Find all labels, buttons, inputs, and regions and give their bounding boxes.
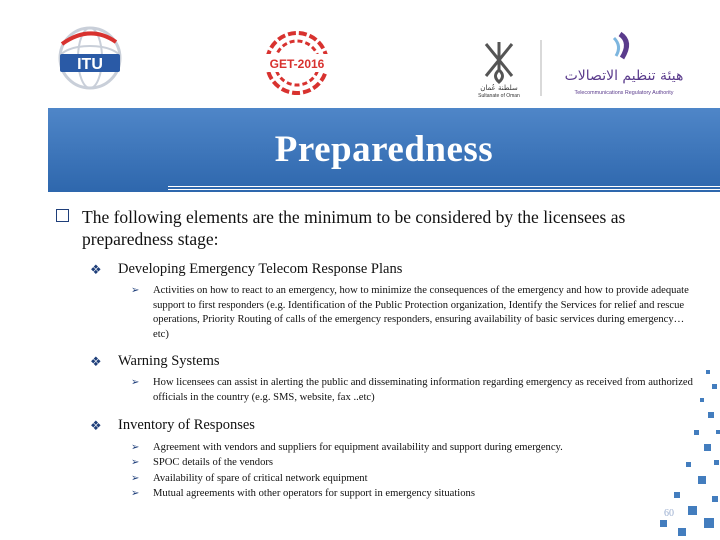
arrow-bullet-icon: ➢	[131, 472, 140, 484]
tra-name-ar: هيئة تنظيم الاتصالات	[564, 68, 684, 84]
itu-logo-text: ITU	[77, 56, 103, 73]
get-logo-text: GET-2016	[269, 57, 325, 71]
list-item-text: SPOC details of the vendors	[153, 457, 274, 469]
arrow-bullet-icon: ➢	[131, 441, 140, 453]
list-item-text: Mutual agreements with other operators for support in emergency situations	[153, 488, 475, 500]
diamond-bullet-icon: ❖	[90, 417, 102, 433]
arrow-bullet-icon: ➢	[131, 488, 140, 500]
list-item-text: Activities on how to react to an emergency, how to minimize the consequences of the emergency and how to provide adequate support to first responders (e.g. Identification of the Public Protection organization, Identify the Services for relief and rescue operations, Priority Routing of calls of the emergency responders, ensuring availability of basic services during emergency…etc)	[153, 285, 689, 340]
intro-text: The following elements are the minimum to be considered by the licensees as preparedness stage:	[82, 207, 626, 249]
get-2016-logo	[258, 30, 336, 96]
list-item-text: Agreement with vendors and suppliers for equipment availability and support during emergency.	[153, 441, 563, 453]
arrow-bullet-icon: ➢	[131, 457, 140, 469]
page-number: 60	[664, 508, 674, 519]
section-heading-text: Warning Systems	[118, 353, 220, 370]
logo-divider	[540, 40, 542, 96]
oman-caption: Sultanate of Oman	[478, 93, 520, 98]
square-bullet-icon	[56, 209, 69, 222]
diamond-bullet-icon: ❖	[90, 354, 102, 370]
list-item-text: How licensees can assist in alerting the public and disseminating information regarding emergency as received from authorized officials in the country (e.g. SMS, website, fax ..etc)	[153, 377, 693, 403]
section-heading-text: Developing Emergency Telecom Response Plans	[118, 261, 403, 277]
intro-bullet	[56, 206, 696, 250]
title-band	[48, 108, 720, 192]
logo-bar	[0, 0, 720, 108]
corner-decoration	[600, 340, 720, 540]
section-heading	[56, 259, 696, 279]
tra-logo	[556, 28, 684, 100]
title-underline-1	[168, 186, 720, 187]
oman-emblem	[466, 36, 532, 98]
arrow-bullet-icon: ➢	[131, 285, 140, 296]
tra-caption: Telecommunications Regulatory Authority	[574, 90, 674, 96]
list-item-text: Availability of spare of critical network equipment	[153, 472, 368, 484]
diamond-bullet-icon: ❖	[90, 262, 102, 277]
slide-title: Preparedness	[274, 129, 494, 170]
section-heading-text: Inventory of Responses	[118, 416, 255, 433]
arrow-bullet-icon: ➢	[131, 377, 140, 389]
oman-caption-ar: سلطنة عُمان	[480, 84, 518, 92]
title-underline-2	[168, 189, 720, 190]
itu-logo	[56, 24, 124, 92]
list-item	[56, 284, 696, 342]
